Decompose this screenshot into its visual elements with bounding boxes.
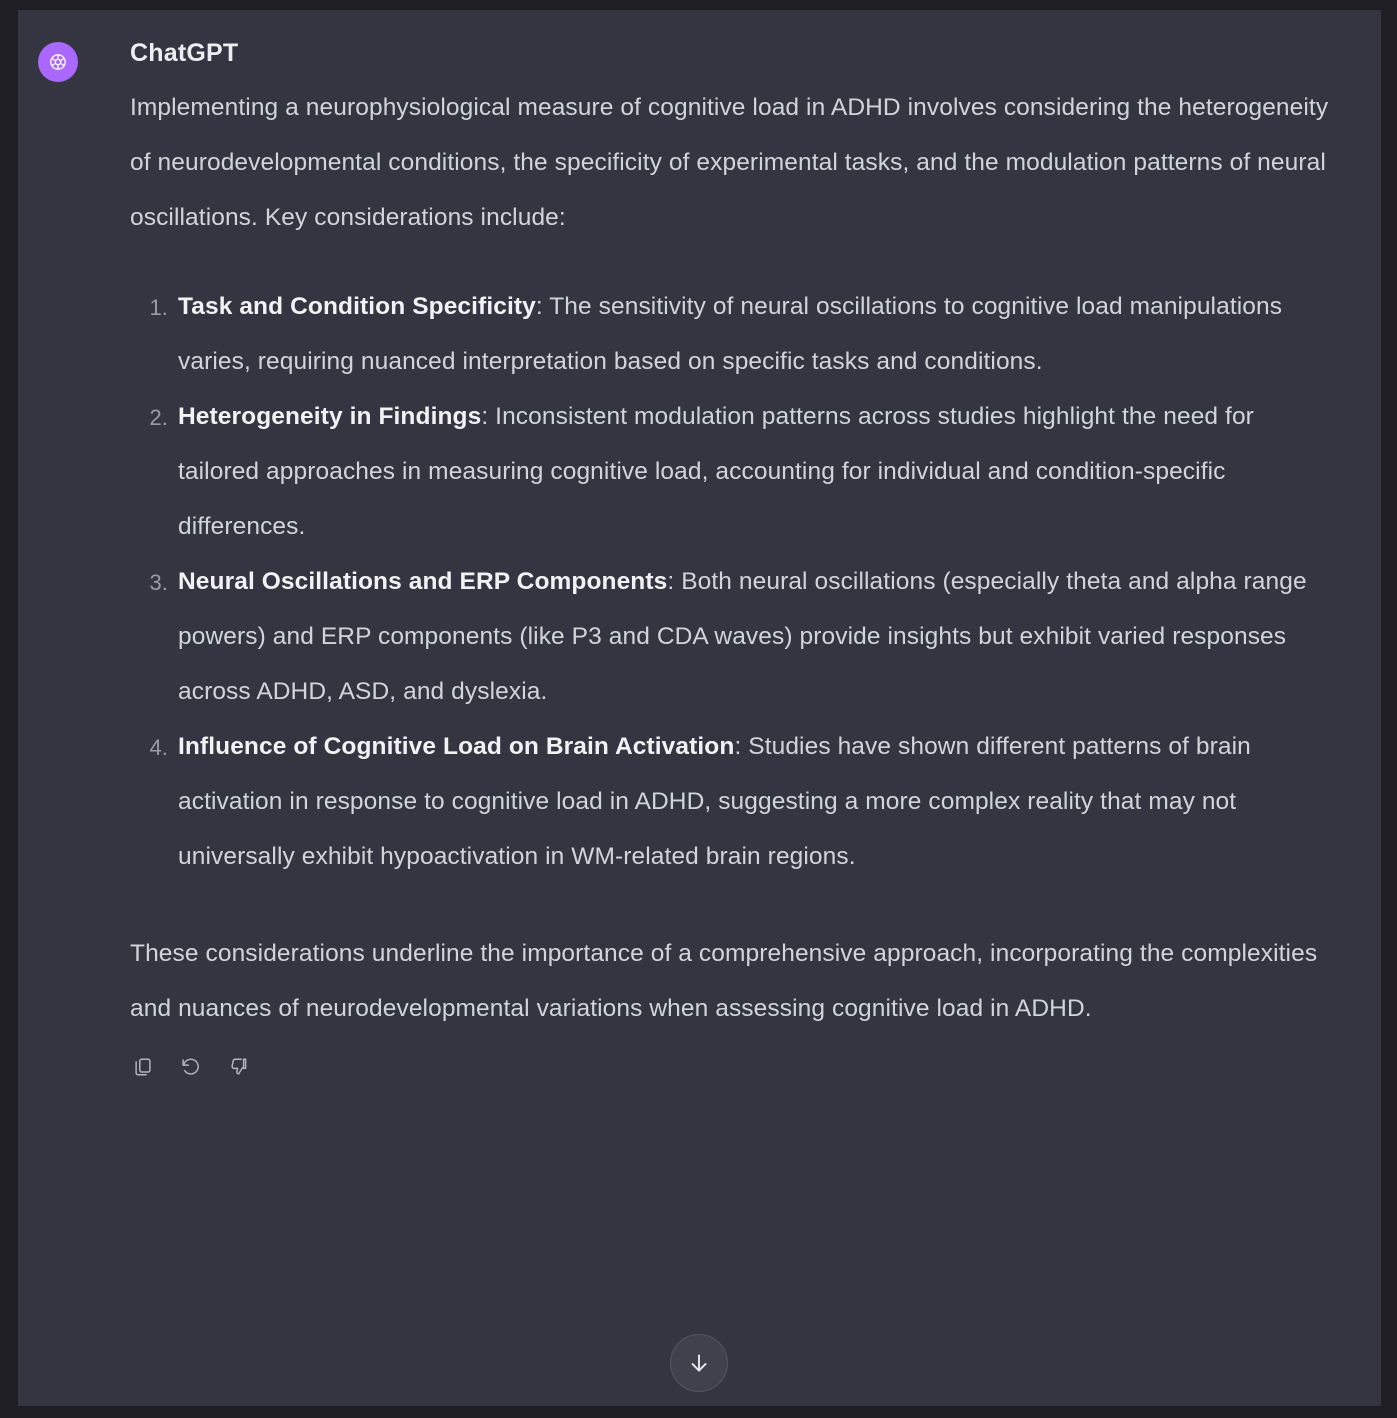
thumbs-down-icon[interactable]	[226, 1054, 252, 1080]
arrow-down-icon	[686, 1350, 712, 1376]
window-edge-top	[0, 0, 1397, 10]
list-item-text: : Inconsistent modulation patterns across studies highlight the need for tailored approaches in measuring cognitive load, accounting for individual and condition-specific differences.	[178, 402, 1254, 540]
message-closing: These considerations underline the importance of a comprehensive approach, incorporating the complexities and nuances of neurodevelopmental variations when assessing cognitive load in ADHD.	[130, 939, 1318, 1022]
list-item	[130, 279, 1340, 389]
scroll-to-bottom-button[interactable]	[670, 1334, 728, 1392]
window-edge-right	[1381, 0, 1397, 1418]
list-item-text: : Both neural oscillations (especially theta and alpha range powers) and ERP components (like P3 and CDA waves) provide insights but exhibit varied responses across ADHD, ASD, and dyslexia.	[178, 567, 1307, 705]
list-item-title: Neural Oscillations and ERP Components	[178, 567, 668, 595]
list-item	[130, 389, 1340, 554]
assistant-message	[18, 10, 1381, 1406]
message-author: ChatGPT	[130, 39, 239, 67]
list-item	[130, 719, 1340, 884]
list-item-title: Influence of Cognitive Load on Brain Activation	[178, 732, 735, 760]
key-considerations-list	[130, 279, 1340, 884]
copy-icon[interactable]	[130, 1054, 156, 1080]
window-edge-bottom	[0, 1406, 1397, 1418]
list-item-title: Heterogeneity in Findings	[178, 402, 482, 430]
list-item-text: : Studies have shown different patterns of brain activation in response to cognitive load in ADHD, suggesting a more complex reality that may not universally exhibit hypoactivation in WM-related brain regions.	[178, 732, 1251, 870]
regenerate-icon[interactable]	[178, 1054, 204, 1080]
window-edge-left	[0, 0, 18, 1418]
list-item-text: : The sensitivity of neural oscillations to cognitive load manipulations varies, requiring nuanced interpretation based on specific tasks and conditions.	[178, 292, 1283, 375]
list-item	[130, 554, 1340, 719]
list-item-title: Task and Condition Specificity	[178, 292, 536, 320]
message-actions	[130, 1054, 1340, 1080]
message-intro: Implementing a neurophysiological measure of cognitive load in ADHD involves considering the heterogeneity of neurodevelopmental conditions, the specificity of experimental tasks, and the modulation patterns of neural oscillations. Key considerations include:	[130, 93, 1329, 231]
